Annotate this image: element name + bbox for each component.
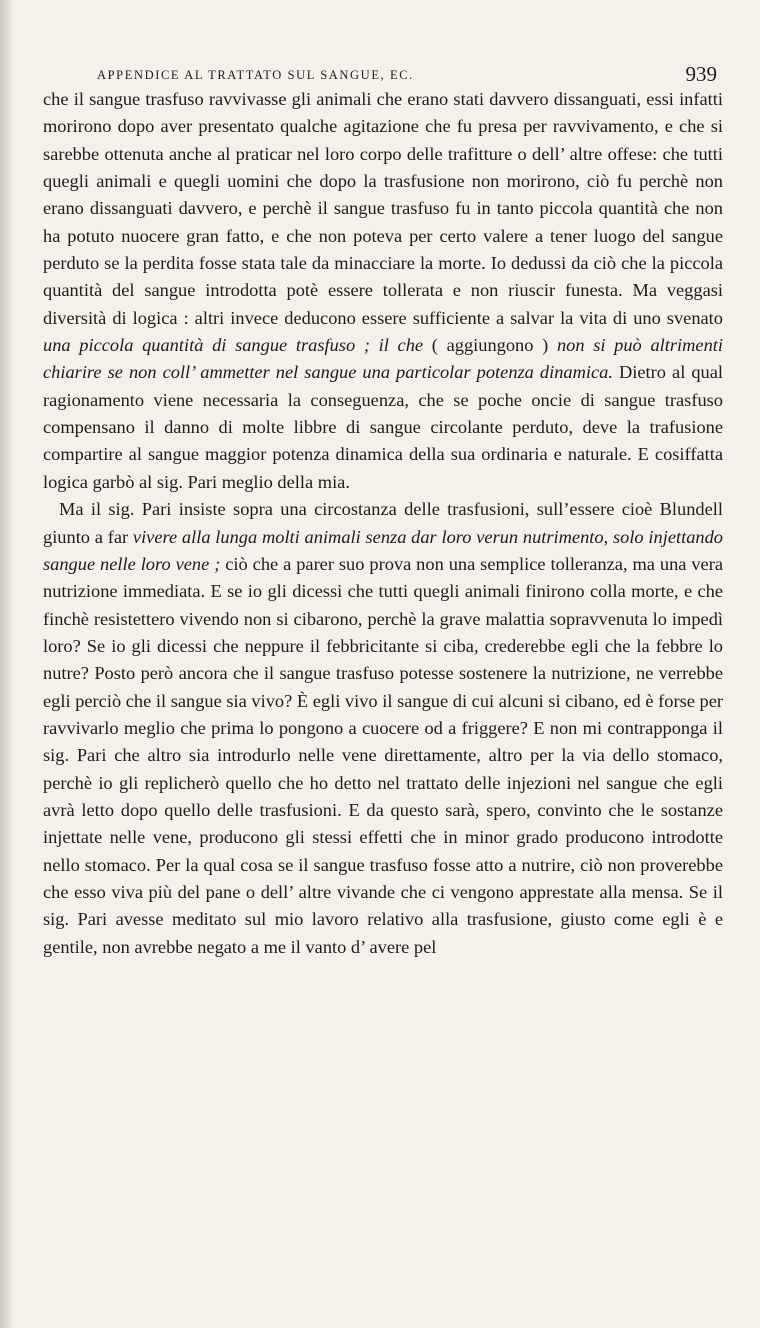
paragraph-2 [43, 496, 723, 961]
italic-span: una piccola quantità di sangue trasfuso ; il che [43, 335, 424, 356]
body-text [43, 86, 723, 961]
text-span: Ma il sig. Pari insiste sopra una circostanza delle trasfusioni, sull’essere cioè Blundell giunto a far [43, 499, 723, 547]
italic-span: vivere alla lunga molti animali senza dar loro verun nutrimento, solo injettando sangue nelle loro vene ; [43, 526, 723, 574]
text-span: che il sangue trasfuso ravvivasse gli animali che erano stati davvero dissanguati, essi infatti morirono dopo aver presentato qualche agitazione che fu presa per ravvivamento, e che si sarebbe ottenuta anche al praticar nel loro corpo delle trafitture o dell’ altre offese: che tutti quegli animali e quegli uomini che dopo la trasfusione non morirono, ciò fu perchè non erano dissanguati davvero, e perchè il sangue trasfuso fu in tanto piccola quantità che non ha potuto nuocere gran fatto, e che non poteva per certo valere a tener luogo del sangue perduto se la perdita fosse stata tale da minacciare la morte. Io dedussi da ciò che la piccola quantità del sangue introdotta potè essere tollerata e non riuscir funesta. Ma veggasi diversità di logica : altri invece deducono essere sufficiente a salvar la vita di uno svenato [43, 89, 723, 328]
paragraph-1 [43, 86, 723, 496]
text-span: ( aggiungono ) [423, 335, 557, 356]
running-head: APPENDICE AL TRATTATO SUL SANGUE, EC. [97, 68, 414, 82]
text-span: ciò che a parer suo prova non una semplice tolleranza, ma una vera nutrizione immediata. E se io gli dicessi che tutti quegli animali finirono colla morte, e che finchè resistettero vivendo non si cibarono, perchè la grave malattia sopravvenuta lo impedì loro? Se io gli dicessi che neppure il febbricitante si ciba, crederebbe egli che la febbre lo nutre? Posto però ancora che il sangue trasfuso potesse sostenere la nutrizione, ne verrebbe egli perciò che il sangue sia vivo? È egli vivo il sangue di cui alcuni si cibano, ed è forse per ravvivarlo meglio che prima lo pongono a cuocere od a friggere? E non mi contrapponga il sig. Pari che altro sia introdurlo nelle vene direttamente, altro per la via dello stomaco, perchè io gli replicherò quello che ho detto nel trattato delle injezioni nel sangue che egli avrà letto dopo quello delle trasfusioni. E da questo sarà, spero, convinto che le sostanze injettate nelle vene, producono gli stessi effetti che in minor grado producono introdotte nello stomaco. Per la qual cosa se il sangue trasfuso fosse atto a nutrire, ciò non proverebbe che esso viva più del pane o dell’ altre vivande che ci vengono apprestate alla mensa. Se il sig. Pari avesse meditato sul mio lavoro relativo alla trasfusione, giusto come egli è e gentile, non avrebbe negato a me il vanto d’ avere pel [43, 553, 724, 957]
page-number: 939 [685, 62, 717, 86]
italic-span: non si può altrimenti chiarire se non coll’ ammetter nel sangue una particolar potenza dinamica. [43, 335, 723, 383]
page-gutter-shadow [0, 0, 14, 1328]
text-span: Dietro al qual ragionamento viene necessaria la conseguenza, che se poche oncie di sangue trasfuso compensano il danno di molte libbre di sangue circolante perduto, deve la trafusione compartire al sangue maggior potenza dinamica della sua ordinaria e naturale. E cosiffatta logica garbò al sig. Pari meglio della mia. [43, 362, 723, 492]
